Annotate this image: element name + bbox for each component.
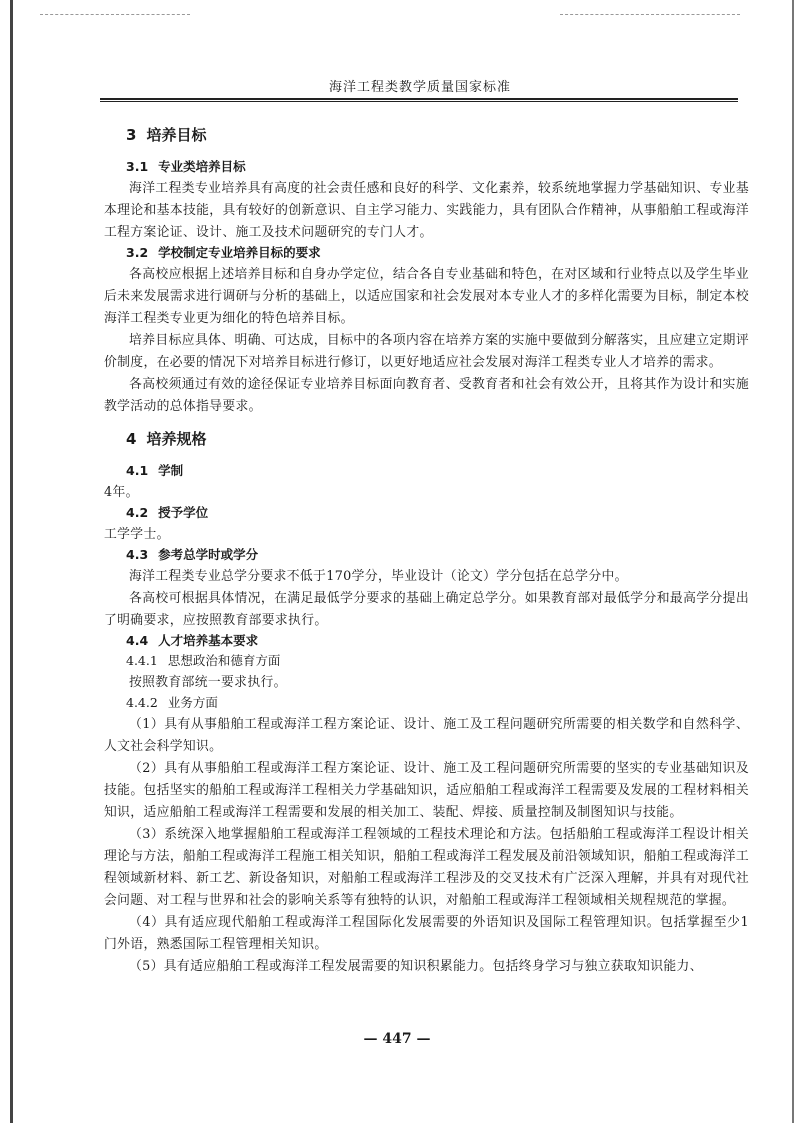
sub-subsection-heading	[126, 694, 749, 712]
section-number: 3	[126, 126, 137, 144]
paragraph: 各高校应根据上述培养目标和自身办学定位，结合各自专业基础和特色，在对区域和行业特点以及学生毕业后未来发展需求进行调研与分析的基础上，以适应国家和社会发展对本专业人才的多样化需要为目标，制定本校海洋工程类专业更为细化的特色培养目标。	[104, 267, 749, 326]
list-item: （1）具有从事船舶工程或海洋工程方案论证、设计、施工及工程问题研究所需要的相关数学和自然科学、人文社会科学知识。	[104, 717, 749, 754]
subsection-heading	[126, 244, 749, 262]
sub-subsection-title: 思想政治和德育方面	[167, 653, 281, 668]
subsection-title: 学制	[158, 463, 184, 478]
subsection-heading	[126, 632, 749, 650]
page-body	[104, 124, 749, 978]
paragraph: 按照教育部统一要求执行。	[129, 675, 287, 690]
scan-artifact	[560, 14, 740, 16]
subsection-number: 4.4	[126, 633, 149, 648]
scan-artifact	[40, 14, 190, 16]
subsection-number: 4.3	[126, 547, 149, 562]
subsection-heading	[126, 546, 749, 564]
subsection-heading	[126, 158, 749, 176]
subsection-number: 4.2	[126, 505, 149, 520]
subsection-heading	[126, 462, 749, 480]
subsection-title: 人才培养基本要求	[158, 633, 259, 648]
section-title: 培养目标	[146, 126, 207, 144]
section-heading	[126, 428, 749, 448]
section-title: 培养规格	[146, 430, 207, 448]
sub-subsection-number: 4.4.2	[126, 695, 158, 710]
subsection-title: 参考总学时或学分	[158, 547, 259, 562]
sub-subsection-number: 4.4.1	[126, 653, 158, 668]
scan-edge-left	[10, 0, 13, 1123]
subsection-title: 专业类培养目标	[158, 159, 246, 174]
paragraph: 各高校须通过有效的途径保证专业培养目标面向教育者、受教育者和社会有效公开，且将其作为设计和实施教学活动的总体指导要求。	[104, 377, 749, 414]
paragraph: 海洋工程类专业总学分要求不低于170学分，毕业设计（论文）学分包括在总学分中。	[129, 569, 628, 584]
list-item: （5）具有适应船舶工程或海洋工程发展需要的知识积累能力。包括终身学习与独立获取知识能力、	[129, 959, 703, 974]
paragraph: 各高校可根据具体情况，在满足最低学分要求的基础上确定总学分。如果教育部对最低学分和最高学分提出了明确要求，应按照教育部要求执行。	[104, 591, 749, 628]
list-item: （2）具有从事船舶工程或海洋工程方案论证、设计、施工及工程问题研究所需要的坚实的专业基础知识及技能。包括坚实的船舶工程或海洋工程相关力学基础知识，适应船舶工程或海洋工程需要及发展的工程材料相关知识，适应船舶工程或海洋工程需要和发展的相关加工、装配、焊接、质量控制及制图知识与技能。	[104, 761, 749, 820]
paragraph: 海洋工程类专业培养具有高度的社会责任感和良好的科学、文化素养，较系统地掌握力学基础知识、专业基本理论和基本技能，具有较好的创新意识、自主学习能力、实践能力，具有团队合作精神，从事船舶工程或海洋工程方案论证、设计、施工及技术问题研究的专门人才。	[104, 181, 749, 240]
list-item: （3）系统深入地掌握船舶工程或海洋工程领域的工程技术理论和方法。包括船舶工程或海洋工程设计相关理论与方法，船舶工程或海洋工程施工相关知识，船舶工程或海洋工程发展及前沿领域知识，船舶工程或海洋工程领域新材料、新工艺、新设备知识，对船舶工程或海洋工程涉及的交叉技术有广泛深入理解，并具有对现代社会问题、对工程与世界和社会的影响关系等有独特的认识，对船舶工程或海洋工程领域相关规程规范的掌握。	[104, 827, 749, 908]
paragraph: 4年。	[104, 485, 139, 500]
subsection-number: 3.2	[126, 245, 149, 260]
header-rule	[100, 98, 738, 100]
paragraph: 工学学士。	[104, 527, 170, 542]
section-number: 4	[126, 430, 137, 448]
paragraph: 培养目标应具体、明确、可达成，目标中的各项内容在培养方案的实施中要做到分解落实，且应建立定期评价制度，在必要的情况下对培养目标进行修订，以更好地适应社会发展对海洋工程类专业人才培养的需求。	[104, 333, 749, 370]
subsection-title: 学校制定专业培养目标的要求	[158, 245, 321, 260]
subsection-number: 3.1	[126, 159, 149, 174]
subsection-title: 授予学位	[158, 505, 209, 520]
list-item: （4）具有适应现代船舶工程或海洋工程国际化发展需要的外语知识及国际工程管理知识。包括掌握至少1门外语，熟悉国际工程管理相关知识。	[104, 915, 749, 952]
running-header: 海洋工程类教学质量国家标准	[328, 80, 511, 95]
page-number: — 447 —	[363, 1031, 431, 1047]
sub-subsection-heading	[126, 652, 749, 670]
subsection-heading	[126, 504, 749, 522]
section-heading	[126, 124, 749, 144]
subsection-number: 4.1	[126, 463, 149, 478]
sub-subsection-title: 业务方面	[167, 695, 218, 710]
header-rule-thin	[100, 101, 738, 102]
